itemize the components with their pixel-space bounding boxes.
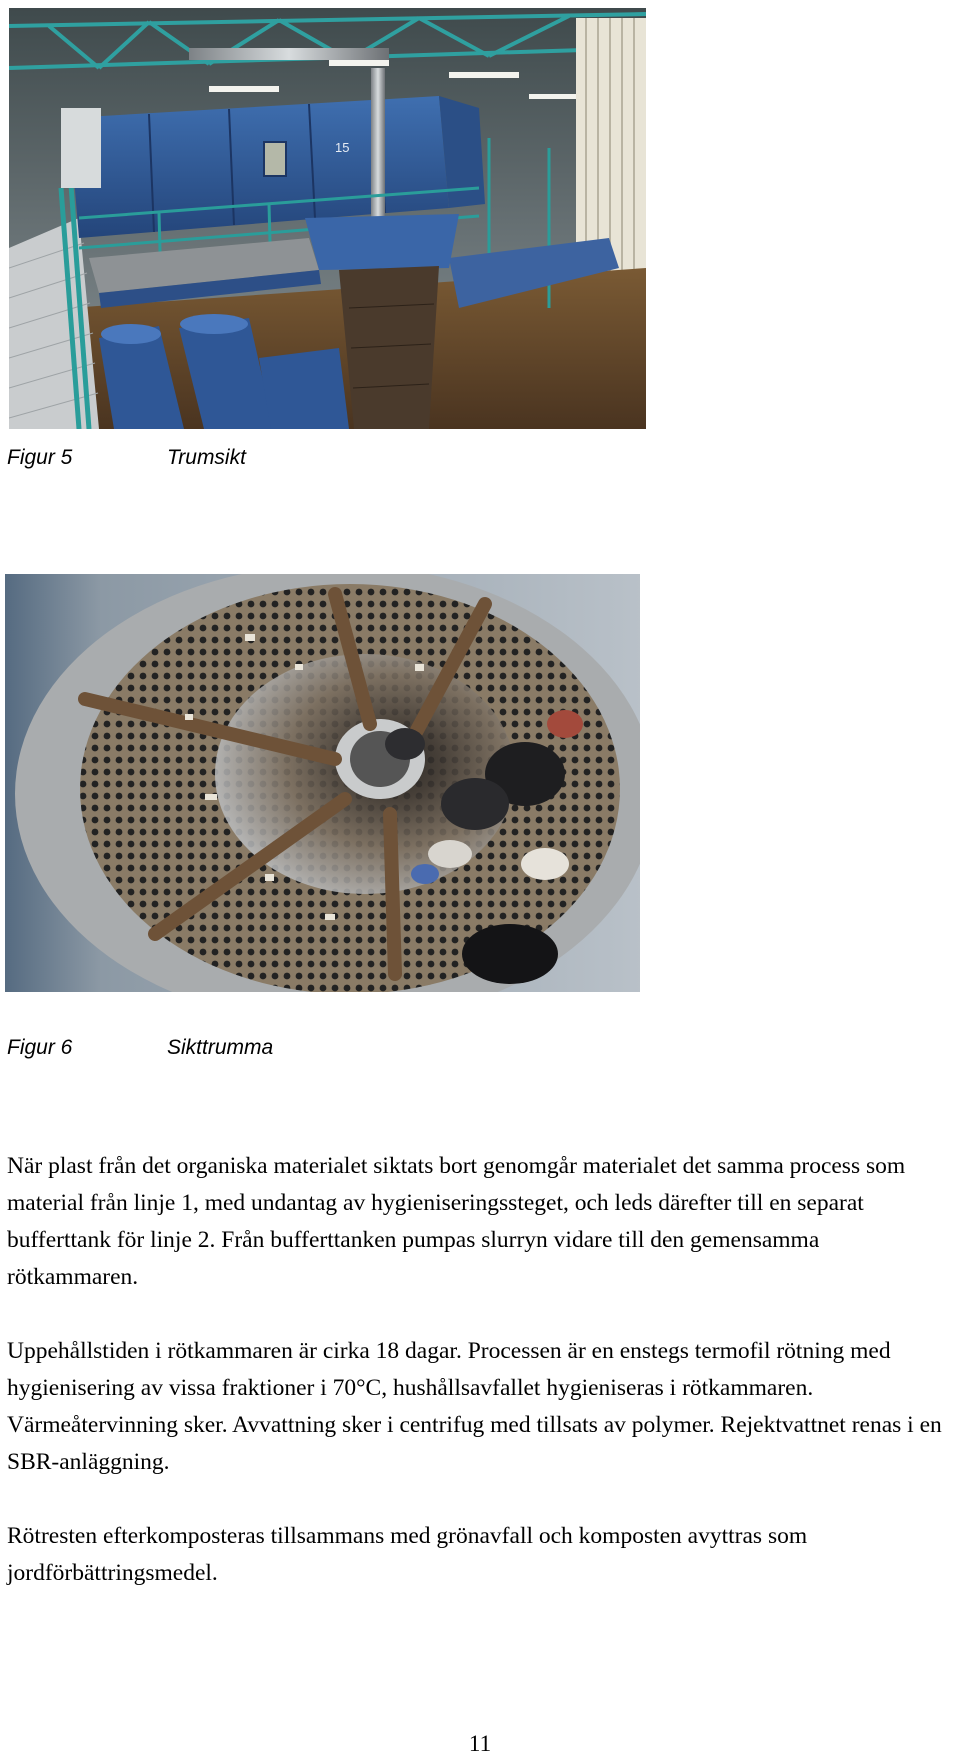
figure-5-title: Trumsikt: [167, 446, 246, 469]
paragraph-digestate: Rötresten efterkomposteras tillsammans med grönavfall och komposten avyttras som jordförbättringsmedel.: [7, 1523, 808, 1586]
figure-6-caption: [7, 1036, 407, 1064]
figure-6-title: Sikttrumma: [167, 1036, 274, 1059]
figure-5-photo: [9, 8, 646, 429]
trumsikt-illustration: [9, 8, 646, 429]
paragraph-process: När plast från det organiska materialet siktats bort genomgår materialet det samma process som material från linje 1, med undantag av hygieniseringssteget, och leds därefter till en separat bufferttank för linje 2. Från bufferttanken pumpas slurryn vidare till den gemensamma rötkammaren.: [7, 1153, 906, 1290]
paragraph-retention: Uppehållstiden i rötkammaren är cirka 18 dagar. Processen är en enstegs termofil rötning med hygienisering av vissa fraktioner i 70°C, hushållsavfallet hygieniseras i rötkammaren. Värmeåtervinning sker. Avvattning sker i centrifug med tillsats av polymer. Rejektvattnet renas i en SBR-anläggning.: [7, 1338, 942, 1475]
figure-6-photo: [5, 574, 640, 992]
sikttrumma-illustration: [5, 574, 640, 992]
figure-5-label: Figur 5: [7, 446, 73, 469]
figure-6-label: Figur 6: [7, 1036, 73, 1059]
machine-number: 15: [335, 140, 350, 155]
page-number: 11: [468, 1731, 492, 1756]
figure-5-caption: [7, 446, 407, 474]
